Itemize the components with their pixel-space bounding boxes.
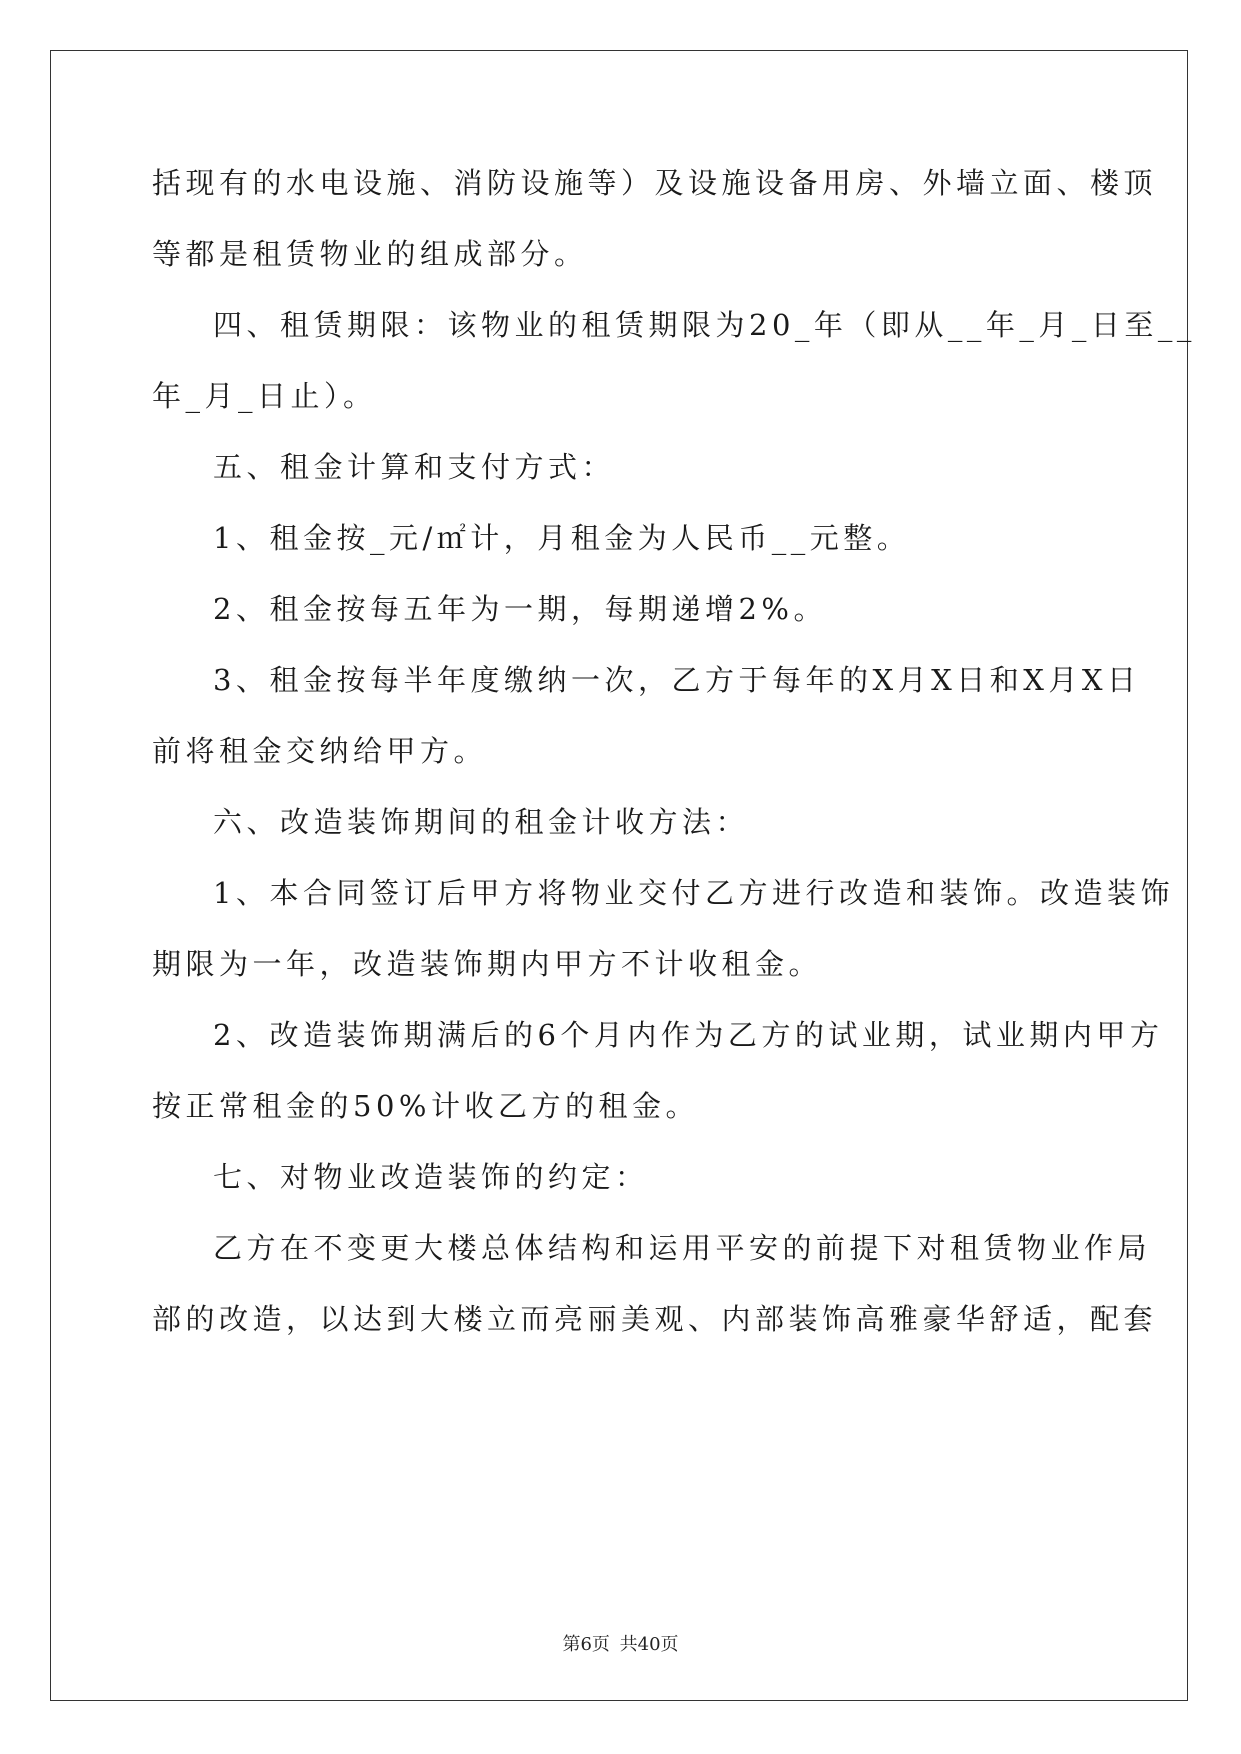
- text-line: 1、租金按_元/㎡计，月租金为人民币__元整。: [213, 521, 911, 555]
- page-footer: [0, 1630, 1241, 1656]
- text-line: 3、租金按每半年度缴纳一次，乙方于每年的X月X日和X月X日: [213, 663, 1141, 697]
- section-heading: 五、租金计算和支付方式：: [213, 450, 616, 484]
- text-line: 年_月_日止）。: [152, 379, 377, 413]
- total-pages: 共40页: [619, 1634, 679, 1655]
- text-line: 乙方在不变更大楼总体结构和运用平安的前提下对租赁物业作局: [213, 1231, 1152, 1265]
- text-line: 括现有的水电设施、消防设施等）及设施设备用房、外墙立面、楼顶: [152, 166, 1158, 200]
- text-line: 按正常租金的50%计收乙方的租金。: [152, 1089, 699, 1123]
- text-line: 1、本合同签订后甲方将物业交付乙方进行改造和装饰。改造装饰: [213, 876, 1174, 910]
- page-number: 第6页: [562, 1634, 610, 1655]
- text-line: 2、改造装饰期满后的6个月内作为乙方的试业期，试业期内甲方: [213, 1018, 1164, 1052]
- text-line: 前将租金交纳给甲方。: [152, 734, 488, 768]
- section-heading: 七、对物业改造装饰的约定：: [213, 1160, 649, 1194]
- text-line: 部的改造，以达到大楼立而亮丽美观、内部装饰高雅豪华舒适，配套: [152, 1302, 1158, 1336]
- text-line: 等都是租赁物业的组成部分。: [152, 237, 588, 271]
- text-line: 期限为一年，改造装饰期内甲方不计收租金。: [152, 947, 823, 981]
- text-line: 四、租赁期限：该物业的租赁期限为20_年（即从__年_月_日至__: [213, 308, 1196, 342]
- section-heading: 六、改造装饰期间的租金计收方法：: [213, 805, 750, 839]
- text-line: 2、租金按每五年为一期，每期递增2%。: [213, 592, 827, 626]
